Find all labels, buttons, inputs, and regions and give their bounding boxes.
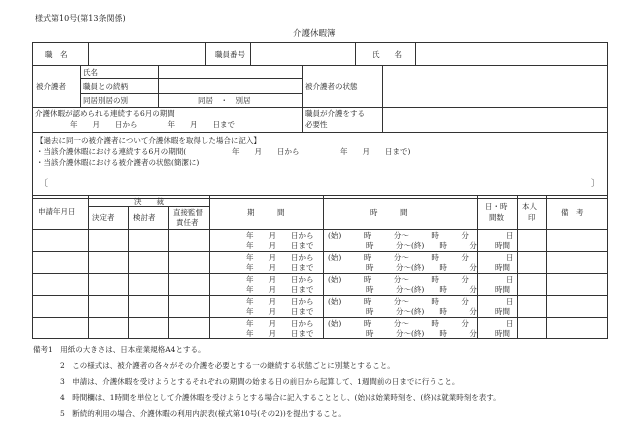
table-row-4-period-to[interactable]: 年 月 日まで [246,307,314,316]
decider-header: 決定者 [92,213,115,222]
note-1: 備考1 用紙の大きさは、日本産業規格A4とする。 [33,345,206,354]
care-recipient-state-field[interactable] [383,66,607,106]
table-row-2-period-to[interactable]: 年 月 日まで [246,263,314,272]
table-row-4-time-from[interactable]: (始) 時 分〜 時 分 [328,297,469,306]
table-row-5-period-to[interactable]: 年 月 日まで [246,329,314,338]
approved-period-label: 介護休暇が認められる連続する6月の期間 [35,109,175,118]
care-need-label-line1: 職員が介護をする [305,109,365,118]
remarks-header: 備 考 [561,208,584,217]
table-row-5-time-to[interactable]: 時 分〜(終) 時 分 [366,329,477,338]
supervisor-header-line2: 責任者 [176,218,199,227]
cohabitation-choice[interactable]: 同居 ・ 別居 [198,96,251,105]
relationship-label: 職員との続柄 [83,82,128,91]
table-row-1-period-to[interactable]: 年 月 日まで [246,241,314,250]
days-hours-header-line2: 間数 [489,213,504,222]
days-hours-header-line1: 日・時 [485,202,508,211]
past-period-from[interactable]: 年 月 日から [232,147,300,156]
seal-header-line2: 印 [528,213,536,222]
table-row-3-days[interactable]: 日 [506,275,514,284]
table-row-2-time-from[interactable]: (始) 時 分〜 時 分 [328,253,469,262]
table-row-2-hours[interactable]: 時間 [495,263,510,272]
table-row-4-time-to[interactable]: 時 分〜(終) 時 分 [366,307,477,316]
care-recipient-label: 被介護者 [36,82,66,91]
table-row-3-period-from[interactable]: 年 月 日から [246,275,314,284]
post-field[interactable] [89,43,204,64]
seal-header-line1: 本人 [522,202,537,211]
checker-header: 検討者 [133,213,156,222]
care-recipient-name-label: 氏名 [83,68,98,77]
table-row-1-hours[interactable]: 時間 [495,241,510,250]
care-need-label-line2: 必要性 [305,120,328,129]
table-row-3-time-to[interactable]: 時 分〜(終) 時 分 [366,285,477,294]
note-4: 4 時間欄は、1時間を単位として介護休暇を受けようとする場合に記入することとし、(始)は始業時刻を、(終)は就業時刻を表す。 [60,393,501,402]
time-header: 時 間 [370,208,408,217]
staff-number-field[interactable] [251,43,354,64]
past-period-label: ・当該介護休暇における連続する6月の期間( [36,147,187,156]
past-leave-heading: 【過去に同一の被介護者について介護休暇を取得した場合に記入】 [36,136,261,145]
name-field[interactable] [416,43,607,64]
staff-number-label: 職員番号 [215,50,245,59]
past-state-field[interactable] [50,171,590,195]
past-state-label: ・当該介護休暇における被介護者の状態(簡潔に) [36,158,200,167]
bracket-open: 〔 [39,179,49,189]
past-period-to[interactable]: 年 月 日まで) [340,147,411,156]
table-row-1-period-from[interactable]: 年 月 日から [246,231,314,240]
care-need-field[interactable] [383,108,607,131]
table-row-1-time-to[interactable]: 時 分〜(終) 時 分 [366,241,477,250]
note-5: 5 断続的利用の場合、介護休暇の利用内訳表(様式第10号(その2))を提出すること。 [60,409,346,418]
page-title: 介護休暇簿 [293,29,336,39]
supervisor-header-line1: 直接監督 [173,208,203,217]
form-number-label: 様式第10号(第13条関係) [35,14,126,23]
bracket-close: 〕 [591,179,601,189]
note-2: 2 この様式は、被介護者の各々がその介護を必要とする一の継続する状態ごとに別葉とすること。 [60,361,395,370]
period-header: 期 間 [247,208,285,217]
table-row-2-time-to[interactable]: 時 分〜(終) 時 分 [366,263,477,272]
care-recipient-state-label: 被介護者の状態 [305,82,358,91]
table-row-5-days[interactable]: 日 [506,319,514,328]
care-recipient-name-field[interactable] [159,66,301,77]
decision-header: 決 裁 [134,197,164,206]
table-row-5-time-from[interactable]: (始) 時 分〜 時 分 [328,319,469,328]
table-row-2-period-from[interactable]: 年 月 日から [246,253,314,262]
cohabitation-label: 同居別居の別 [83,96,128,105]
table-row-2-days[interactable]: 日 [506,253,514,262]
table-row-1-days[interactable]: 日 [506,231,514,240]
table-row-4-hours[interactable]: 時間 [495,307,510,316]
table-row-1-time-from[interactable]: (始) 時 分〜 時 分 [328,231,469,240]
table-row-3-time-from[interactable]: (始) 時 分〜 時 分 [328,275,469,284]
table-row-3-period-to[interactable]: 年 月 日まで [246,285,314,294]
post-label: 職 名 [45,50,68,59]
table-row-4-days[interactable]: 日 [506,297,514,306]
table-row-4-period-from[interactable]: 年 月 日から [246,297,314,306]
name-label: 氏 名 [372,50,402,59]
note-3: 3 申請は、介護休暇を受けようとするそれぞれの期間の始まる日の前日から起算して、1週間前の日までに行うこと。 [60,377,460,386]
table-row-5-period-from[interactable]: 年 月 日から [246,319,314,328]
approved-period-text[interactable]: 年 月 日から 年 月 日まで [70,120,235,129]
relationship-field[interactable] [159,79,301,92]
table-row-3-hours[interactable]: 時間 [495,285,510,294]
apply-date-header: 申請年月日 [38,207,76,216]
table-row-5-hours[interactable]: 時間 [495,329,510,338]
